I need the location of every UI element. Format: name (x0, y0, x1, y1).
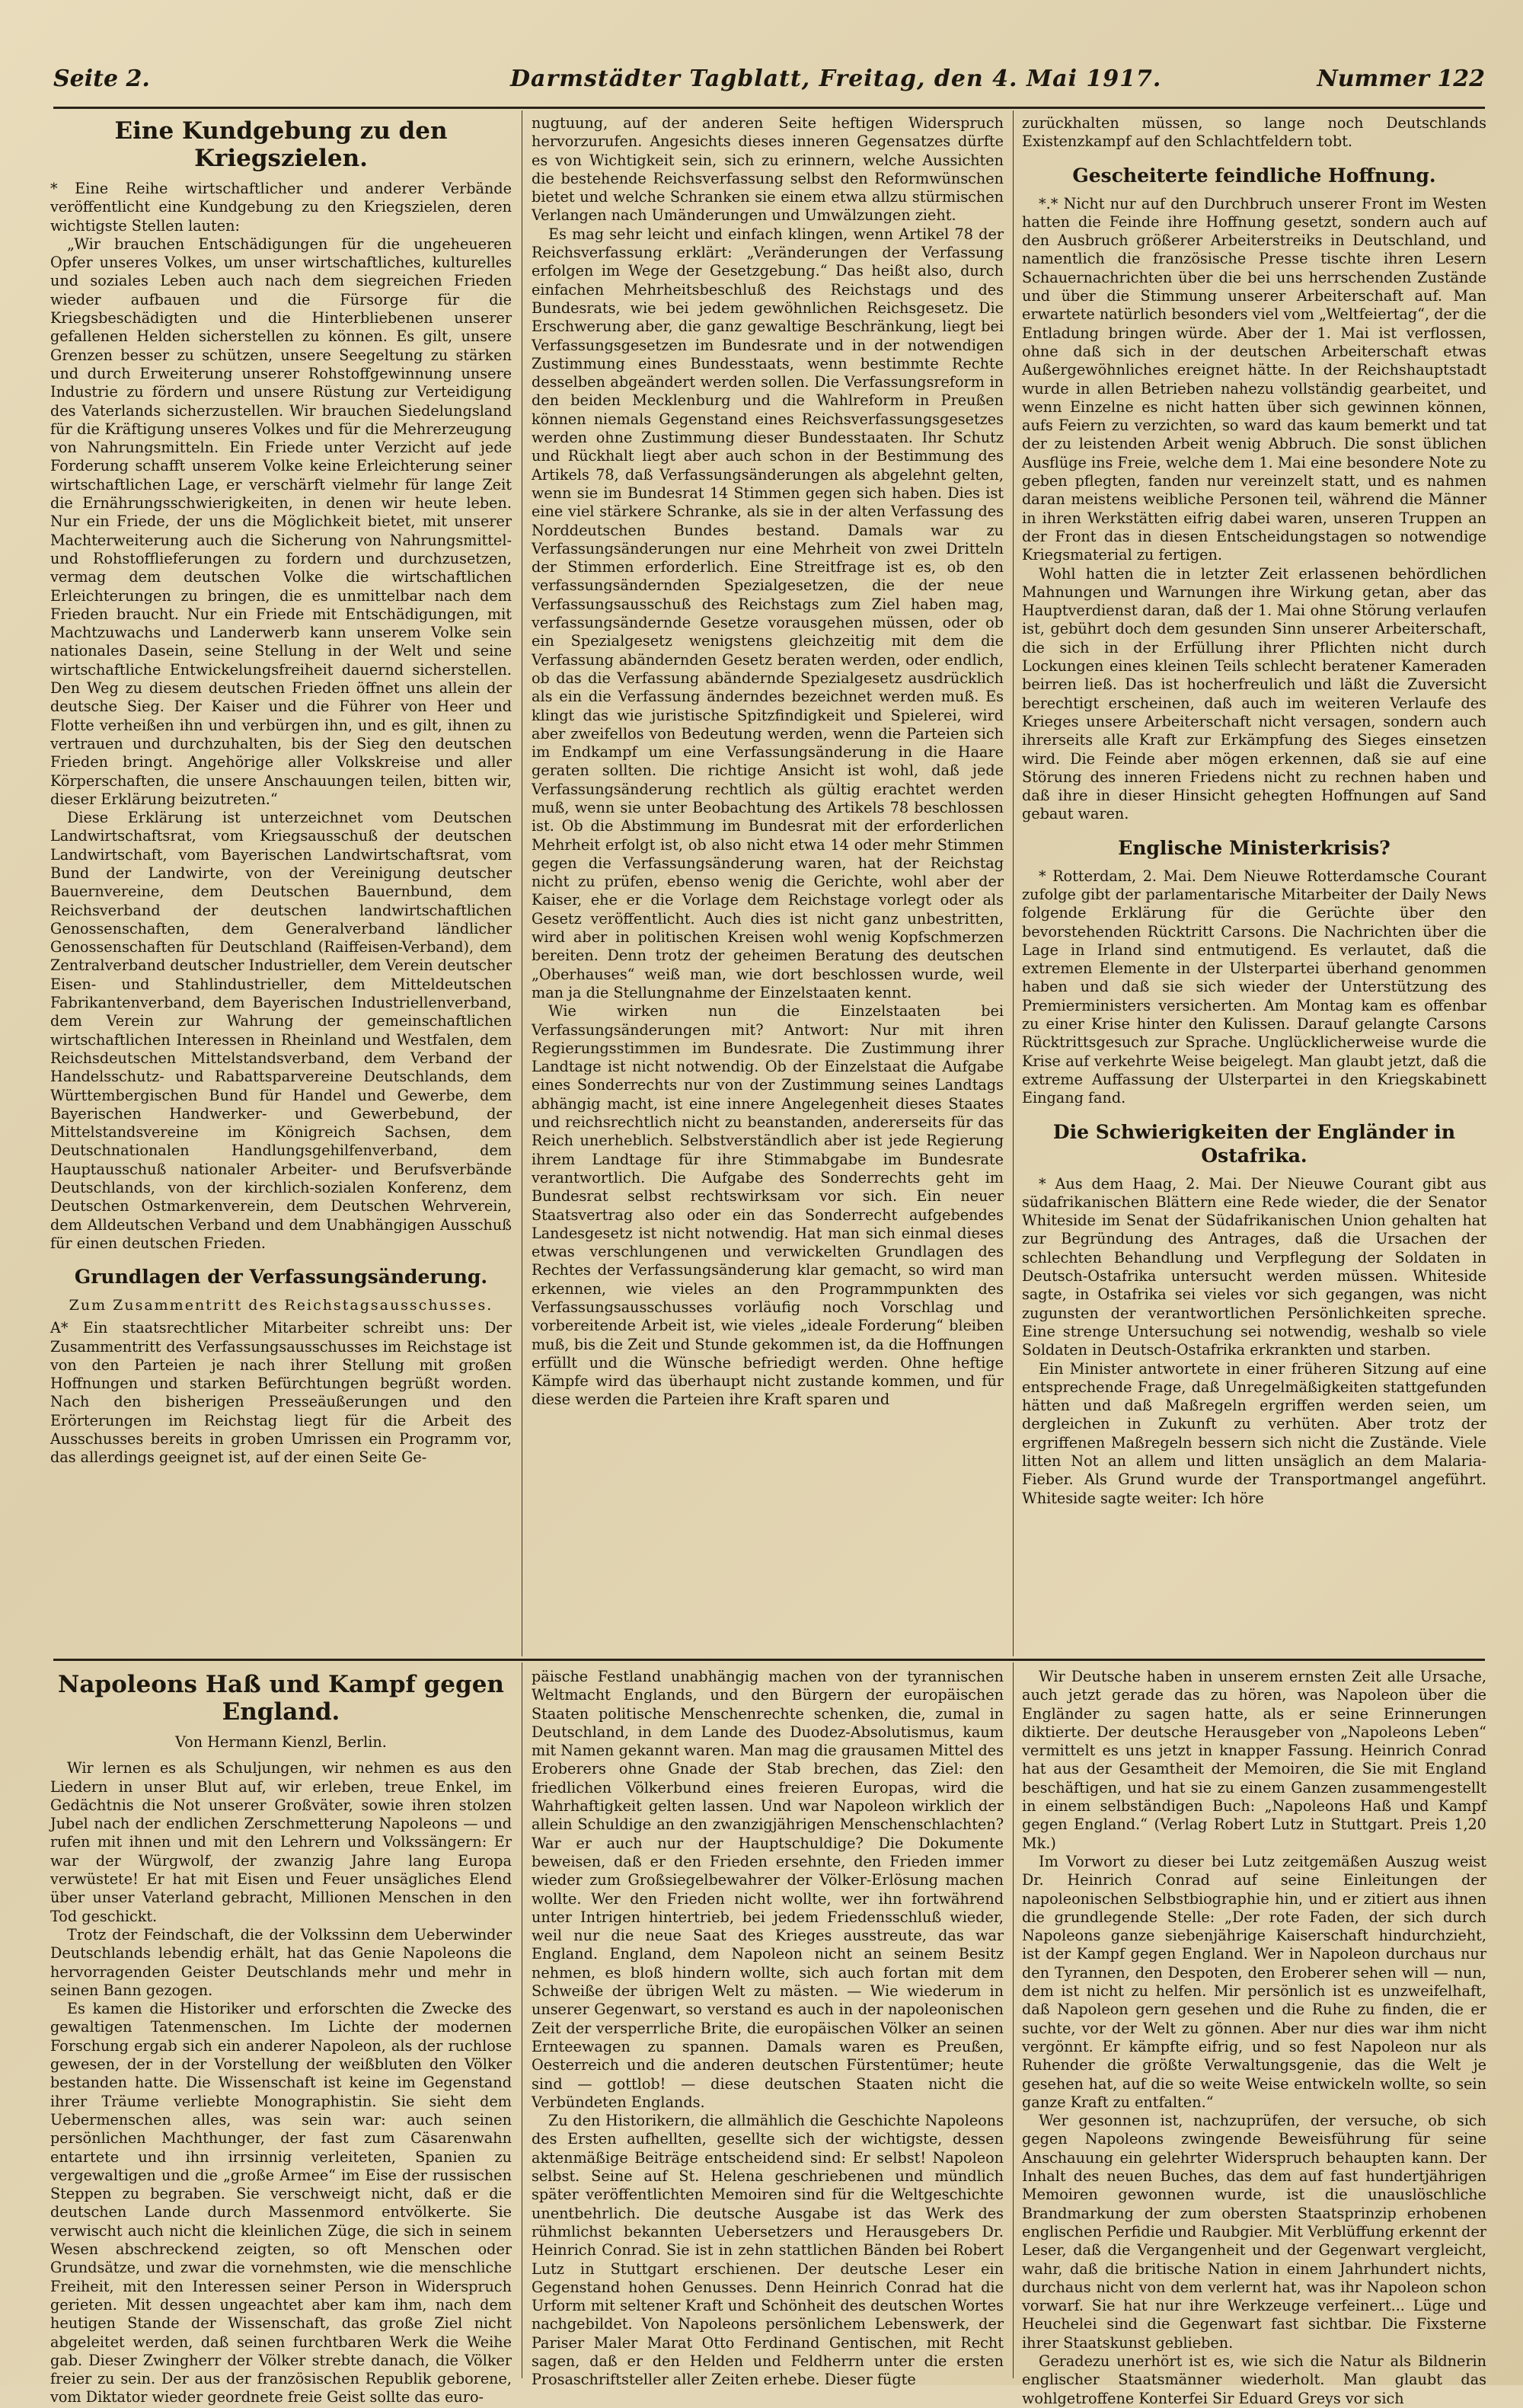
article-paragraph: Wir Deutsche haben in unserem ernsten Zeit alle Ursache, auch jetzt gerade das zu hören, was Napoleon über die Engländer zu sagen hatte, als er seine Erinnerungen diktierte. Der deutsche Herausgeber von „Napoleons Leben“ vermittelt es uns jetzt in knapper Fassung. Heinrich Conrad hat aus der Gesamtheit der Memoiren, die Sie mit England beschäftigen, und hat sie zu einem Ganzen zusammengestellt in einem selbständigen Buch: „Napoleons Haß und Kampf gegen England.“ (Verlag Robert Lutz in Stuttgart. Preis 1,20 Mk.) (1022, 1668, 1486, 1852)
feuilleton-rule (53, 1659, 1485, 1661)
article-paragraph: Ein Minister antwortete in einer früheren Sitzung auf eine entsprechende Frage, daß Unregelmäßigkeiten stattgefunden hätten und daß Maßregeln ergriffen werden seien, um dergleichen in Zukunft zu verhüten. Aber trotz der ergriffenen Maßregeln bessern sich nicht die Zustände. Viele litten Not an allem und litten unsäglich an dem Malaria-Fieber. Als Grund wurde der Transportmangel angeführt. Whiteside sagte weiter: Ich höre (1022, 1359, 1486, 1507)
article-paragraph: * Aus dem Haag, 2. Mai. Der Nieuwe Courant gibt aus südafrikanischen Blättern eine Rede wieder, die der Senator Whiteside im Senat der Südafrikanischen Union gehalten hat zur Begründung des Antrages, daß die Ursachen der schlechten Behandlung und Verpflegung der Soldaten in Deutsch-Ostafrika untersucht werden müssen. Whiteside sagte, in Ostafrika sei vieles vor sich gegangen, was nicht zugunsten der verantwortlichen Persönlichkeiten spreche. Eine strenge Untersuchung sei notwendig, weshalb so viele Soldaten in Deutsch-Ostafrika erkrankten und starben. (1022, 1174, 1486, 1359)
column-2 (532, 114, 1004, 1656)
article-paragraph: Wie wirken nun die Einzelstaaten bei Verfassungsänderungen mit? Antwort: Nur mit ihren Regierungsstimmen im Bundesrate. Die Zustimmung ihrer Landtage ist nicht notwendig. Ob der Einzelstaat die Aufgabe eines Sonderrechts nur von der Zustimmung seines Landtags abhängig macht, ist eine innere Angelegenheit dieses Staates und reichsrechtlich nicht zu beanstanden, andererseits für das Reich unerheblich. Selbstverständlich aber ist jede Regierung ihrem Landtage für ihre Stimmabgabe im Bundesrate verantwortlich. Die Aufgabe des Sonderrechts geht im Bundesrat selbst rechtswirksam vor sich. Ein neuer Staatsvertrag also oder ein das Sonderrecht aufgebendes Landesgesetz ist nicht notwendig. Hat man sich einmal dieses etwas verschlungenen und verwickelten Grundlagen des Rechtes der Verfassungsänderung klar gemacht, so wird man erkennen, wie vieles an den Programmpunkten des Verfassungsausschusses vorläufig noch Vorschlag und vorbereitende Arbeit ist, wie vieles „ideale Forderung“ bleiben muß, bis die Zeit und Stunde gekommen ist, da die Hoffnungen erfüllt und die Wünsche befriedigt werden. Ohne heftige Kämpfe wird das überhaupt nicht zustande kommen, und für diese werden die Parteien ihre Kraft sparen und (532, 1002, 1004, 1409)
article-deck: Zum Zusammentritt des Reichstagsausschusses. (69, 1297, 493, 1314)
feuilleton-column-2 (532, 1668, 1004, 2389)
page-number: Seite 2. (53, 65, 150, 92)
article-paragraph: Geradezu unerhört ist es, wie sich die Natur als Bildnerin englischer Staatsmänner wiederholt. Man glaubt das wohlgetroffene Konterfei Sir Eduard Greys vor sich (1022, 2352, 1486, 2407)
article-paragraph: *.* Nicht nur auf den Durchbruch unserer Front im Westen hatten die Feinde ihre Hoffnung gesetzt, sondern auch auf den Ausbruch größerer Arbeiterstreiks in Deutschland, und namentlich die französische Presse tischte ihren Lesern Schauernachrichten über die bei uns herrschenden Zustände und über die Stimmung unserer Arbeiterschaft auf. Man erwartete natürlich besonders viel vom „Weltfeiertag“, der die Entladung bringen würde. Aber der 1. Mai ist verflossen, ohne daß sich in der deutschen Arbeiterschaft etwas Außergewöhnliches ereignet hätte. In der Reichshauptstadt wurde in allen Betrieben nahezu vollständig gearbeitet, und wenn Einzelne es nicht hatten über sich gewinnen können, aufs Feiern zu verzichten, so ward das kaum bemerkt und tat der zu leistenden Arbeit wenig Abbruch. Die sonst üblichen Ausflüge ins Freie, welche dem 1. Mai eine besondere Note zu geben pflegten, fanden nur vereinzelt statt, und es nahmen daran meistens weibliche Personen teil, während die Männer in ihren Werkstätten eifrig dabei waren, unseren Truppen an der Front das in diesen Entscheidungstagen so notwendige Kriegsmaterial zu fertigen. (1022, 194, 1486, 564)
article-paragraph: Wir lernen es als Schuljungen, wir nehmen es aus den Liedern in unser Blut auf, wir erleben, treue Enkel, im Gedächtnis die Not unserer Großväter, sowie ihren stolzen Jubel nach der endlichen Zerschmetterung Napoleons — und rufen mit ihnen und mit den Lehrern und Volkssängern: Er war der Würgwolf, der zwanzig Jahre lang Europa verwüstete! Er hat mit Eisen und Feuer unsägliches Elend über unser Vaterland gebracht, Millionen Menschen in den Tod geschickt. (50, 1759, 512, 1925)
article-headline: Gescheiterte feindliche Hoffnung. (1072, 164, 1436, 187)
article-paragraph: nugtuung, auf der anderen Seite heftigen Widerspruch hervorzurufen. Angesichts dieses inneren Gegensatzes dürfte es von Wichtigkeit sein, sich zu erinnern, welche Aussichten die bestehende Reichsverfassung selbst den Reformwünschen bietet und welche Schranken sie einem etwa allzu stürmischen Verlangen nach Umänderungen und Umwälzungen zieht. (532, 114, 1004, 225)
column-3 (1022, 114, 1486, 1656)
article-headline: Englische Ministerkrisis? (1118, 836, 1390, 859)
feuilleton-column-3 (1022, 1668, 1486, 2407)
newspaper-title: Darmstädter Tagblatt, Freitag, den 4. Mai 1917. (510, 65, 1162, 92)
article-paragraph: Wohl hatten die in letzter Zeit erlassenen behördlichen Mahnungen und Warnungen ihre Wirkung getan, aber das Hauptverdienst daran, daß der 1. Mai ohne Störung verlaufen ist, gebührt doch dem gesunden Sinn unserer Arbeiterschaft, die sich in der Erfüllung ihrer Pflichten nicht durch Lockungen eines kleinen Teils schlecht beratener Kameraden beirren ließ. Das ist hocherfreulich und läßt die Zuversicht berechtigt erscheinen, daß auch im weiteren Verlaufe des Krieges unsere Arbeiterschaft nicht versagen, sondern auch ihrerseits alle Kraft zur Erkämpfung des Sieges einsetzen wird. Die Feinde aber mögen erkennen, daß sie auf eine Störung des inneren Friedens nicht zu rechnen haben und daß ihre in dieser Hinsicht gehegten Hoffnungen auf Sand gebaut waren. (1022, 564, 1486, 823)
column-1 (50, 114, 512, 1656)
article-paragraph: „Wir brauchen Entschädigungen für die ungeheueren Opfer unseres Volkes, um unser wirtschaftliches, kulturelles und soziales Leben auch nach dem siegreichen Frieden wieder aufbauen und die Fürsorge für die Kriegsbeschädigten und die Hinterbliebenen unserer gefallenen Helden sicherstellen zu können. Es gilt, unsere Grenzen besser zu schützen, unsere Seegeltung zu stärken und durch Erweiterung unserer Rohstoffgewinnung unsere Industrie zu fördern und unsere Rüstung zur Verteidigung des Vaterlands sicherzustellen. Wir brauchen Siedelungsland für die Kräftigung unseres Volkes und für die Mehrerzeugung von Nahrungsmitteln. Ein Friede unter Verzicht auf jede Forderung schafft unserem Volke keine Erleichterung seiner wirtschaftlichen Lage, er verschärft vielmehr für lange Zeit die Ernährungsschwierigkeiten, in denen wir heute leben. Nur ein Friede, der uns die Möglichkeit bietet, mit unserer Machterweiterung auch die Sicherung von Nahrungsmittel- und Rohstofflieferungen zu fordern und durchzusetzen, vermag dem deutschen Volke die wirtschaftlichen Erleichterungen zu bringen, die es unmittelbar nach dem Frieden braucht. Nur ein Friede mit Entschädigungen, mit Machtzuwachs und Landerwerb kann unserem Volke sein nationales Dasein, seine Stellung in der Welt und seine wirtschaftliche Entwickelungsfreiheit dauernd sicherstellen. Den Weg zu diesem deutschen Frieden öffnet uns allein der deutsche Sieg. Der Kaiser und die Führer von Heer und Flotte verheißen ihn und verbürgen ihn, und es gilt, ihnen zu vertrauen und durchzuhalten, bis der Sieg den deutschen Frieden bringt. Angehörige aller Volkskreise und aller Körperschaften, die unsere Anschauungen teilen, bitten wir, dieser Erklärung beizutreten.“ (50, 235, 512, 808)
article-paragraph: Trotz der Feindschaft, die der Volkssinn dem Ueberwinder Deutschlands lebendig erhält, hat das Genie Napoleons die hervorragenden Geister Deutschlands mehr und mehr in seinen Bann gezogen. (50, 1925, 512, 1999)
article-paragraph: A* Ein staatsrechtlicher Mitarbeiter schreibt uns: Der Zusammentritt des Verfassungsausschusses im Reichstage ist von den Parteien je nach ihrer Stellung mit großen Hoffnungen und starken Befürchtungen begrüßt worden. Nach den bisherigen Presseäußerungen und den Erörterungen im Reichstag liegt für die Arbeit des Ausschusses bereits in groben Umrissen ein Programm vor, das allerdings geeignet ist, auf der einen Seite Ge- (50, 1319, 512, 1467)
issue-number: Nummer 122 (1317, 65, 1485, 92)
article-paragraph: * Eine Reihe wirtschaftlicher und anderer Verbände veröffentlicht eine Kundgebung zu den Kriegszielen, deren wichtigste Stellen lauten: (50, 180, 512, 235)
article-headline: Die Schwierigkeiten der Engländer in Ostafrika. (1052, 1120, 1456, 1167)
article-headline: Napoleons Haß und Kampf gegen England. (58, 1671, 504, 1726)
article-paragraph: Es kamen die Historiker und erforschten die Zwecke des gewaltigen Tatenmenschen. Im Lichte der modernen Forschung ergab sich ein anderer Napoleon, als der ruchlose gewesen, der in der Vorstellung der weißbluten den Völker bestanden hatte. Die Wissenschaft ist keine im Gegenstand ihrer Träume verliebte Monographistin. Sie sieht dem Uebermenschen alles, was sein war: auch seinen persönlichen Machthunger, der fast zum Cäsarenwahn entartete und ihn irrsinnig verleiteten, Spanien zu vergewaltigen und die „große Armee“ im Eise der russischen Steppen zu begraben. Sie verschweigt nicht, daß er die deutschen Lande durch Massenmord entvölkerte. Sie verwischt auch nicht die kleinlichen Züge, die sich in seinem Wesen abschreckend zeigten, so oft Menschen oder Grundsätze, und zwar die vornehmsten, wie die menschliche Freiheit, mit den Interessen seiner Person in Widerspruch gerieten. Mit dessen ungeachtet aber kam ihm, nach dem heutigen Stande der Wissenschaft, das große Ziel nicht abgeleitet werden, daß seinen furchtbaren Werk die Weihe gab. Dieser Zwingherr der Völker strebte danach, die Völker freier zu sein. Der aus der französischen Republik geborene, vom Diktator wieder geordnete freie Geist sollte das euro- (50, 2000, 512, 2406)
masthead (53, 59, 1485, 102)
article-paragraph: * Rotterdam, 2. Mai. Dem Nieuwe Rotterdamsche Courant zufolge gibt der parlamentarische Mitarbeiter der Daily News folgende Erklärung für die Gerüchte über den bevorstehenden Rücktritt Carsons. Die Nachrichten über die Lage in Irland sind entmutigend. Es verlautet, daß die extremen Elemente in der Ulsterpartei überhand genommen haben und daß sie sich wieder der Unterstützung des Premierministers versicherten. Am Montag kam es offenbar zu einer Krise hinter den Kulissen. Darauf gelangte Carsons Rücktrittsgesuch zur Sprache. Unglücklicherweise wurde die Krise auf verkehrte Weise beigelegt. Man glaubt jetzt, daß die extreme Auffassung der Ulsterpartei in den Kriegskabinett Eingang fand. (1022, 867, 1486, 1107)
article-paragraph: Wer gesonnen ist, nachzuprüfen, der versuche, ob sich gegen Napoleons zwingende Beweisführung für seine Anschauung ein gelehrter Widerspruch behaupten kann. Der Inhalt des neuen Buches, das dem auf fast hundertjährigen Memoiren gewonnen wurde, ist die unauslöschliche Brandmarkung der zum obersten Staatsprinzip erhobenen englischen Perfidie und Raubgier. Mit Verblüffung erkennt der Leser, daß die Vergangenheit und der Gegenwart vergleicht, wahr, daß die britische Nation in einem Jahrhundert nichts, durchaus nicht von dem verlernt hat, was ihr Napoleon schon vorwarf. Sie hat nur ihre Werkzeuge verfeinert... Lüge und Heuchelei sind die Gegenwart fast sichtbar. Die Fixsterne ihrer Staatskunst geblieben. (1022, 2112, 1486, 2352)
article-paragraph: Zu den Historikern, die allmählich die Geschichte Napoleons des Ersten aufhellten, gesellte sich der wichtigste, dessen aktenmäßige Beiträge entscheidend sind: Er selbst! Napoleon selbst. Seine auf St. Helena geschriebenen und mündlich später veröffentlichten Memoiren sind für die Weltgeschichte unentbehrlich. Die deutsche Ausgabe ist das Werk des rühmlichst bekannten Uebersetzers und Herausgebers Dr. Heinrich Conrad. Sie ist in zehn stattlichen Bänden bei Robert Lutz in Stuttgart erschienen. Der deutsche Leser ein Gegenstand hohen Genusses. Denn Heinrich Conrad hat die Urform mit seltener Kraft und Schönheit des deutschen Wortes nachgebildet. Von Napoleons persönlichem Lebenswerk, der Pariser Maler Marat Otto Ferdinand Gentischen, mit Recht sagen, daß er den Helden und Feldherrn unter die ersten Prosaschriftsteller aller Zeiten erhebe. Dieser fügte (532, 2112, 1004, 2389)
feuilleton-column-1 (50, 1668, 512, 2406)
column-divider (1013, 110, 1014, 1656)
top-rule (53, 107, 1485, 109)
article-paragraph: päische Festland unabhängig machen von der tyrannischen Weltmacht Englands, und den Bürgern der europäischen Staaten politische Menschenrechte schenken, die, zumal in Deutschland, in dem Lande des Duodez-Absolutismus, kaum mit Namen gekannt waren. Man mag die grausamen Mittel des Eroberers ohne Gnade der Stab brechen, das Ziel: den friedlichen Völkerbund eines freieren Europas, wird die Wahrhaftigkeit gelten lassen. Und war Napoleon wirklich der allein Schuldige an den zwanzigjährigen Menschenschlachten? War er auch nur der Hauptschuldige? Die Dokumente beweisen, daß er den Frieden ersehnte, den Frieden immer wieder zum Großsiegelbewahrer der Völker-Erlösung machen wollte. Wer den Frieden nicht wollte, wer ihn fortwährend unter Intrigen hintertrieb, bei jedem Friedensschluß wieder, weil nur die neue Saat des Krieges ausstreute, das war England. England, dem Napoleon nicht an seinem Besitz nehmen, es bloß hindern wollte, sich auch fortan mit dem Schweiße der übrigen Welt zu mästen. — Wie wiederum in unserer Gegenwart, so verstand es auch in der napoleonischen Zeit der versperrliche Brite, die europäischen Völker an seinen Ernteewagen zu spannen. Damals waren es Preußen, Oesterreich und die anderen deutschen Fürstentümer; heute sind — gottlob! — diese deutschen Staaten nicht die Verbündeten Englands. (532, 1668, 1004, 2111)
column-divider (1013, 1662, 1014, 2378)
article-paragraph: Es mag sehr leicht und einfach klingen, wenn Artikel 78 der Reichsverfassung erklärt: „Veränderungen der Verfassung erfolgen im Wege der Gesetzgebung.“ Das heißt also, durch einfachen Mehrheitsbeschluß des Reichstags und des Bundesrats, wie bei jedem gewöhnlichen Reichsgesetz. Die Erschwerung aber, die ganz gewaltige Beschränkung, liegt bei Verfassungsgesetzen im Bundesrate und in der notwendigen Zustimmung eines Bundesstaats, wenn bestimmte Rechte desselben abgeändert werden sollen. Die Verfassungsreform in den beiden Mecklenburg und die Wahlreform in Preußen können niemals Gegenstand eines Reichsverfassungsgesetzes werden ohne Zustimmung dieser Bundesstaaten. Ihr Schutz und Rückhalt liegt aber auch schon in der Bestimmung des Artikels 78, daß Verfassungsänderungen als abgelehnt gelten, wenn sie im Bundesrat 14 Stimmen gegen sich haben. Dies ist eine viel stärkere Schranke, als sie in der alten Verfassung des Norddeutschen Bundes bestand. Damals war zu Verfassungsänderungen nur eine Mehrheit von zwei Dritteln der Stimmen erforderlich. Eine Streitfrage ist es, ob den verfassungsändernden Spezialgesetzen, die der neue Verfassungsausschuß des Reichstags zum Ziel haben mag, verfassungsändernde Gesetze vorausgehen müssen, oder ob ein Spezialgesetz wenigstens gleichzeitig mit dem die Verfassung abändernden Gesetz beraten werden, oder endlich, ob das die Verfassung abändernde Spezialgesetz ausdrücklich als ein die Verfassung änderndes bezeichnet werden muß. Es klingt das wie juristische Spitzfindigkeit und Spielerei, wird aber zweifellos von Bedeutung werden, wenn die Parteien sich im Endkampf um eine Verfassungsänderung in die Haare geraten sollten. Die richtige Ansicht ist wohl, daß jede Verfassungsänderung rechtlich als gültig erachtet werden muß, wenn sie unter Beobachtung des Artikels 78 beschlossen ist. Ob die Abstimmung im Bundesrat mit der erforderlichen Mehrheit erfolgt ist, ob also nicht etwa 14 oder mehr Stimmen gegen die Verfassungsänderung waren, hat der Reichstag nicht zu prüfen, ebenso wenig die Gerichte, wohl aber der Kaiser, ehe er die Vorlage dem Reichstage vorlegt oder als Gesetz veröffentlicht. Auch dies ist nicht ganz unbestritten, wird aber in politischen Kreisen wohl wenig Kopfschmerzen bereiten. Denn trotz der geheimen Beratung des deutschen „Oberhauses“ weiß man, wie dort beschlossen wurde, weil man ja die Stellungnahme der Einzelstaaten kennt. (532, 225, 1004, 1001)
article-paragraph: zurückhalten müssen, so lange noch Deutschlands Existenzkampf auf den Schlachtfeldern tobt. (1022, 114, 1486, 151)
article-paragraph: Im Vorwort zu dieser bei Lutz zeitgemäßen Auszug weist Dr. Heinrich Conrad auf seine Einleitungen der napoleonischen Selbstbiographie hin, und er zitiert aus ihnen die grundlegende Stelle: „Der rote Faden, der sich durch Napoleons ganze siebenjährige Kaiserschaft hindurchzieht, ist der Kampf gegen England. Wer in Napoleon durchaus nur den Tyrannen, den Despoten, den Eroberer sehen will — nun, dem ist nicht zu helfen. Mir persönlich ist es unzweifelhaft, daß Napoleon gern gesehen und die Ruhe zu finden, die er suchte, vor der Welt zu gönnen. Aber nur dies war ihm nicht vergönnt. Er kämpfte eifrig, und so fest Napoleon nur als Ruhender die größte Verwaltungsgenie, das die Welt je gesehen hat, auf die so weite Weise entwickeln wollte, so sein ganze Kraft zu entfalten.“ (1022, 1852, 1486, 2111)
article-paragraph: Diese Erklärung ist unterzeichnet vom Deutschen Landwirtschaftsrat, vom Kriegsausschuß der deutschen Landwirtschaft, vom Bayerischen Landwirtschaftsrat, vom Bund der Landwirte, von der Vereinigung deutscher Bauernvereine, dem Deutschen Bauernbund, dem Reichsverband der deutschen landwirtschaftlichen Genossenschaften, dem Generalverband ländlicher Genossenschaften für Deutschland (Raiffeisen-Verband), dem Zentralverband deutscher Industrieller, dem Verein deutscher Eisen- und Stahlindustrieller, dem Mitteldeutschen Fabrikantenverband, dem Bayerischen Industriellenverband, dem Verein zur Wahrung der gemeinschaftlichen wirtschaftlichen Interessen in Rheinland und Westfalen, dem Reichsdeutschen Mittelstandsverband, dem Verband der Handelsschutz- und Rabattsparvereine Deutschlands, dem Württembergischen Bund für Handel und Gewerbe, dem Bayerischen Handwerker- und Gewerbebund, der Mittelstandsvereine im Königreich Sachsen, dem Deutschnationalen Handlungsgehilfenverband, dem Hauptausschuß nationaler Arbeiter- und Berufsverbände Deutschlands, von der kirchlich-sozialen Konferenz, dem Deutschen Ostmarkenverein, dem Deutschen Wehrverein, dem Alldeutschen Verband und dem Unabhängigen Ausschuß für einen deutschen Frieden. (50, 809, 512, 1252)
article-headline: Grundlagen der Verfassungsänderung. (74, 1266, 488, 1289)
article-byline: Von Hermann Kienzl, Berlin. (175, 1733, 387, 1751)
article-headline: Eine Kundgebung zu den Kriegszielen. (114, 117, 448, 172)
